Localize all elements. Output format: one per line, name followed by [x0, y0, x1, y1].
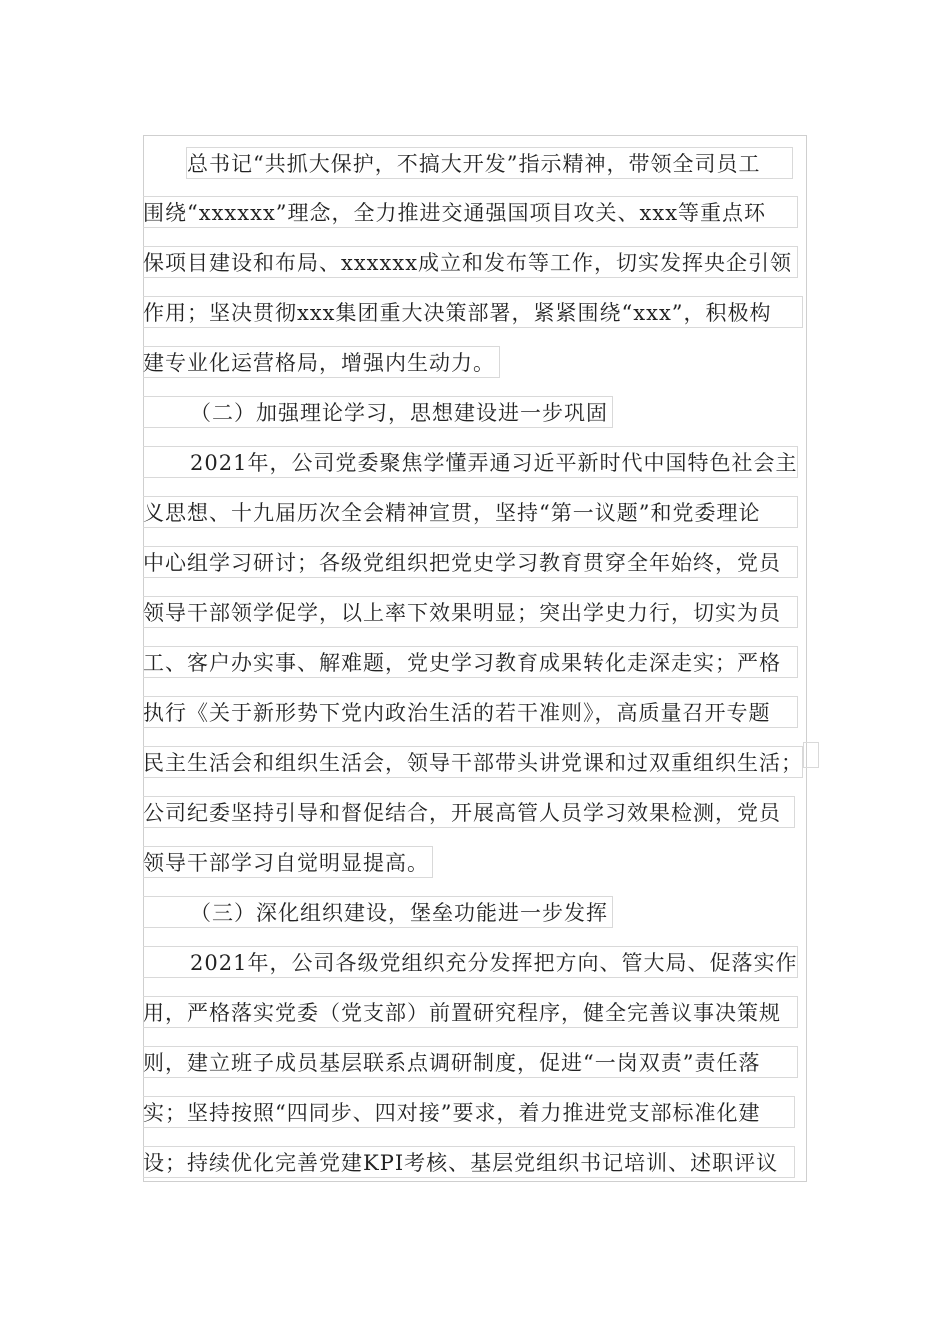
text-line: 领导干部领学促学，以上率下效果明显；突出学史力行，切实为员: [143, 596, 798, 628]
text-line: 执行《关于新形势下党内政治生活的若干准则》，高质量召开专题: [143, 696, 798, 728]
text-line: 中心组学习研讨；各级党组织把党史学习教育贯穿全年始终，党员: [143, 546, 798, 578]
text-line: 设；持续优化完善党建KPI考核、基层党组织书记培训、述职评议: [143, 1146, 795, 1178]
text-line: 则，建立班子成员基层联系点调研制度，促进“一岗双责”责任落: [143, 1046, 798, 1078]
text-line: 实；坚持按照“四同步、四对接”要求，着力推进党支部标准化建: [143, 1096, 795, 1128]
text-line: 2021年，公司各级党组织充分发挥把方向、管大局、促落实作: [190, 951, 798, 975]
text-line: 义思想、十九届历次全会精神宣贯，坚持“第一议题”和党委理论: [143, 496, 798, 528]
text-line: 作用；坚决贯彻xxx集团重大决策部署，紧紧围绕“xxx”，积极构: [143, 296, 803, 328]
section-heading-text: （二）加强理论学习，思想建设进一步巩固: [190, 401, 608, 425]
overflow-marker: [803, 742, 819, 768]
text-line: 领导干部学习自觉明显提高。: [143, 846, 433, 878]
section-heading-text: （三）深化组织建设，堡垒功能进一步发挥: [190, 901, 608, 925]
text-line: 2021年，公司党委聚焦学懂弄通习近平新时代中国特色社会主: [190, 451, 798, 475]
text-line: 公司纪委坚持引导和督促结合，开展高管人员学习效果检测，党员: [143, 796, 795, 828]
paragraph-first-line: [143, 946, 798, 978]
paragraph-first-line: [143, 446, 798, 478]
text-line: 围绕“xxxxxx”理念，全力推进交通强国项目攻关、xxx等重点环: [143, 196, 798, 228]
text-line: 工、客户办实事、解难题，党史学习教育成果转化走深走实；严格: [143, 646, 798, 678]
text-line: 民主生活会和组织生活会，领导干部带头讲党课和过双重组织生活；: [143, 746, 803, 778]
section-heading: [143, 396, 613, 428]
section-heading: [143, 896, 613, 928]
text-line: 保项目建设和布局、xxxxxx成立和发布等工作，切实发挥央企引领: [143, 246, 798, 278]
text-line: 总书记“共抓大保护，不搞大开发”指示精神，带领全司员工: [186, 147, 793, 179]
text-line: 建专业化运营格局，增强内生动力。: [143, 346, 500, 378]
text-line: 用，严格落实党委（党支部）前置研究程序，健全完善议事决策规: [143, 996, 798, 1028]
